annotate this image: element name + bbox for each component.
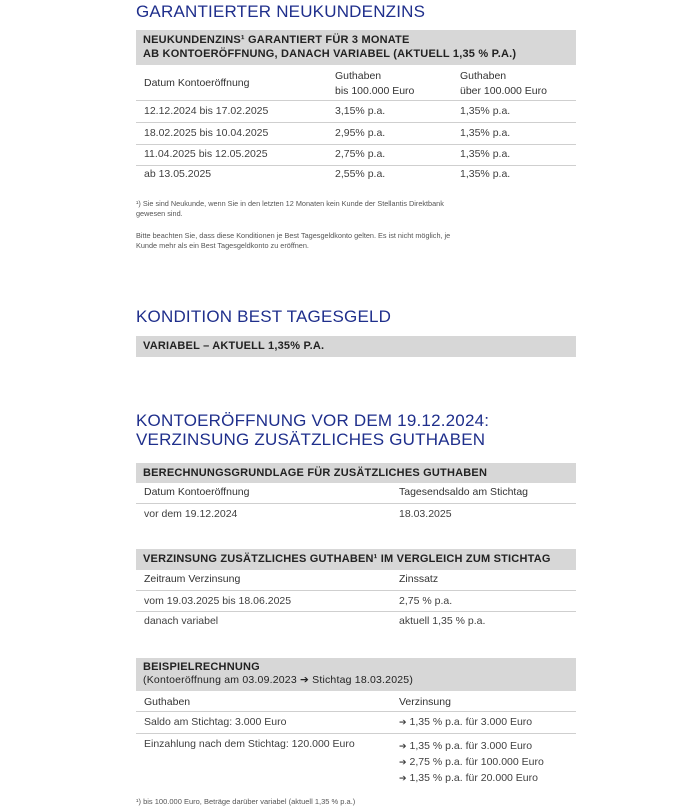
header-text: Guthaben [335, 70, 382, 82]
table-header-row [136, 691, 576, 712]
berechnungsgrundlage-bar: BERECHNUNGSGRUNDLAGE FÜR ZUSÄTZLICHES GUTHABEN [136, 463, 576, 483]
table-row [136, 591, 576, 612]
row-rate: aktuell 1,35 % p.a. [399, 615, 486, 627]
row-label: Einzahlung nach dem Stichtag: 120.000 Euro [144, 738, 355, 750]
best-tagesgeld-bar: VARIABEL – AKTUELL 1,35% P.A. [136, 336, 576, 357]
title-line: KONTOERÖFFNUNG VOR DEM 19.12.2024: [136, 411, 490, 430]
table-row [136, 504, 576, 525]
value-line [399, 770, 544, 786]
table-header-row [136, 570, 576, 591]
row-rate-low: 3,15% p.a. [335, 105, 386, 117]
note-line: Bitte beachten Sie, dass diese Konditionen je Best Tagesgeldkonto gelten. Es ist nicht möglich, je [136, 231, 451, 240]
row-values [399, 738, 544, 786]
value-line [399, 738, 544, 754]
header-datum: Datum Kontoeröffnung [144, 77, 250, 89]
table-row [136, 145, 576, 166]
header-tagesendsaldo: Tagesendsaldo am Stichtag [399, 486, 528, 498]
row-rate-high: 1,35% p.a. [460, 105, 511, 117]
header-zinssatz: Zinssatz [399, 573, 439, 585]
footnote-neukunde [136, 199, 576, 219]
header-zeitraum: Zeitraum Verzinsung [144, 573, 241, 585]
section-title-kontoeroeffnung [136, 411, 489, 449]
row-label: Saldo am Stichtag: 3.000 Euro [144, 716, 287, 728]
row-date: 12.12.2024 bis 17.02.2025 [144, 105, 269, 117]
value-text: 1,35 % p.a. für 3.000 Euro [409, 716, 533, 728]
arrow-icon: ➔ [399, 741, 407, 751]
header-guthaben-high [460, 69, 547, 99]
value-text: 2,75 % p.a. für 100.000 Euro [409, 756, 544, 768]
notice-konditionen [136, 231, 576, 251]
table-row [136, 166, 576, 186]
note-line: gewesen sind. [136, 209, 183, 218]
bar-line: AB KONTOERÖFFNUNG, DANACH VARIABEL (AKTUELL 1,35 % P.A.) [143, 48, 517, 60]
row-rate-low: 2,95% p.a. [335, 127, 386, 139]
arrow-icon: ➔ [399, 773, 407, 783]
row-date: 18.02.2025 bis 10.04.2025 [144, 127, 269, 139]
header-text: Guthaben [460, 70, 507, 82]
beispielrechnung-bar [136, 658, 576, 691]
arrow-icon: ➔ [399, 717, 407, 727]
bar-line: BEISPIELRECHNUNG [143, 661, 260, 673]
arrow-icon: ➔ [399, 757, 407, 767]
header-guthaben: Guthaben [144, 696, 191, 708]
row-rate-high: 1,35% p.a. [460, 127, 511, 139]
value-text: 1,35 % p.a. für 20.000 Euro [409, 772, 538, 784]
table-row [136, 712, 576, 734]
value-text: 1,35 % p.a. für 3.000 Euro [409, 740, 533, 752]
note-line: Kunde mehr als ein Best Tagesgeldkonto zu eröffnen. [136, 241, 309, 250]
bar-line: NEUKUNDENZINS¹ GARANTIERT FÜR 3 MONATE [143, 34, 410, 46]
row-date: vor dem 19.12.2024 [144, 508, 238, 520]
table-row [136, 612, 576, 633]
row-period: danach variabel [144, 615, 219, 627]
neukundenzins-bar [136, 30, 576, 65]
note-line: ¹) Sie sind Neukunde, wenn Sie in den letzten 12 Monaten kein Kunde der Stellantis Direktbank [136, 199, 444, 208]
row-value [399, 716, 532, 728]
row-rate-high: 1,35% p.a. [460, 148, 511, 160]
title-line: VERZINSUNG ZUSÄTZLICHES GUTHABEN [136, 430, 486, 449]
table-row [136, 734, 576, 788]
row-date: 11.04.2025 bis 12.05.2025 [144, 148, 268, 160]
row-stichtag: 18.03.2025 [399, 508, 452, 520]
section-title-neukundenzins: GARANTIERTER NEUKUNDENZINS [136, 2, 426, 21]
row-rate-low: 2,75% p.a. [335, 148, 386, 160]
row-rate: 2,75 % p.a. [399, 595, 453, 607]
table-row [136, 101, 576, 123]
row-rate-low: 2,55% p.a. [335, 168, 386, 180]
footnote-beispiel: ¹) bis 100.000 Euro, Beträge darüber variabel (aktuell 1,35 % p.a.) [136, 797, 356, 806]
table-header-row [136, 483, 576, 504]
row-period: vom 19.03.2025 bis 18.06.2025 [144, 595, 292, 607]
table-row [136, 123, 576, 145]
row-rate-high: 1,35% p.a. [460, 168, 511, 180]
header-text: über 100.000 Euro [460, 85, 547, 97]
header-verzinsung: Verzinsung [399, 696, 451, 708]
row-date: ab 13.05.2025 [144, 168, 212, 180]
vergleich-bar: VERZINSUNG ZUSÄTZLICHES GUTHABEN¹ IM VERGLEICH ZUM STICHTAG [136, 549, 576, 570]
header-text: bis 100.000 Euro [335, 85, 415, 97]
header-datum: Datum Kontoeröffnung [144, 486, 250, 498]
section-title-best-tagesgeld: KONDITION BEST TAGESGELD [136, 307, 392, 326]
bar-subline: (Kontoeröffnung am 03.09.2023 ➔ Stichtag 18.03.2025) [143, 674, 414, 686]
header-guthaben-low [335, 69, 414, 99]
value-line [399, 754, 544, 770]
table-header-row [136, 66, 576, 101]
